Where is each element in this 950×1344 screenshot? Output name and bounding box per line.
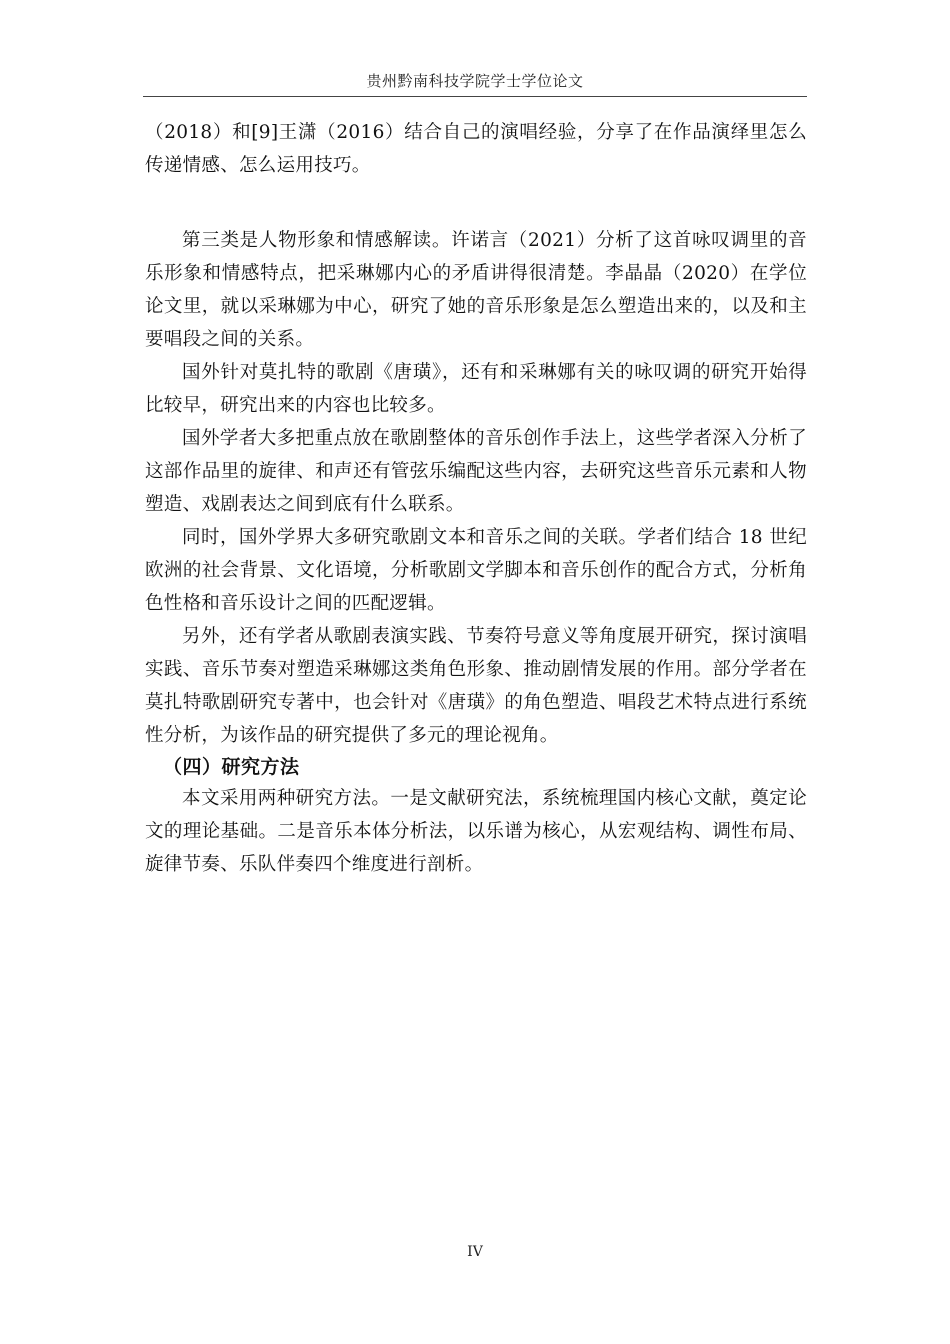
paragraph-foreign-performance: 另外，还有学者从歌剧表演实践、节奏符号意义等角度展开研究，探讨演唱实践、音乐节奏对塑造采琳娜这类角色形象、推动剧情发展的作用。部分学者在莫扎特歌剧研究专著中，也会针对《唐璜》的角色塑造、唱段艺术特点进行系统性分析，为该作品的研究提供了多元的理论视角。 [145,626,807,746]
page-number: IV [467,1244,483,1260]
paragraph-character-interpretation: 第三类是人物形象和情感解读。许诺言（2021）分析了这首咏叹调里的音乐形象和情感特点，把采琳娜内心的矛盾讲得很清楚。李晶晶（2020）在学位论文里，就以采琳娜为中心，研究了她的音乐形象是怎么塑造出来的，以及和主要唱段之间的关系。 [145,230,807,350]
paragraph-foreign-text-music: 同时，国外学界大多研究歌剧文本和音乐之间的关联。学者们结合 18 世纪欧洲的社会背景、文化语境，分析歌剧文学脚本和音乐创作的配合方式，分析角色性格和音乐设计之间的匹配逻辑。 [145,527,807,614]
paragraph-research-methods: 本文采用两种研究方法。一是文献研究法，系统梳理国内核心文献，奠定论文的理论基础。二是音乐本体分析法，以乐谱为核心，从宏观结构、调性布局、旋律节奏、乐队伴奏四个维度进行剖析。 [145,788,807,875]
paragraph-continuation: （2018）和[9]王潇（2016）结合自己的演唱经验，分享了在作品演绎里怎么传递情感、怎么运用技巧。 [145,122,807,176]
blank-line [145,182,807,224]
paragraph-foreign-research-intro: 国外针对莫扎特的歌剧《唐璜》，还有和采琳娜有关的咏叹调的研究开始得比较早，研究出来的内容也比较多。 [145,362,807,416]
body-text [145,116,807,881]
section-heading-research-methods: （四）研究方法 [163,756,300,778]
page-header: 贵州黔南科技学院学士学位论文 [366,72,584,90]
paragraph-foreign-composition: 国外学者大多把重点放在歌剧整体的音乐创作手法上，这些学者深入分析了这部作品里的旋律、和声还有管弦乐编配这些内容，去研究这些音乐元素和人物塑造、戏剧表达之间到底有什么联系。 [145,428,807,515]
header-divider [143,96,807,97]
